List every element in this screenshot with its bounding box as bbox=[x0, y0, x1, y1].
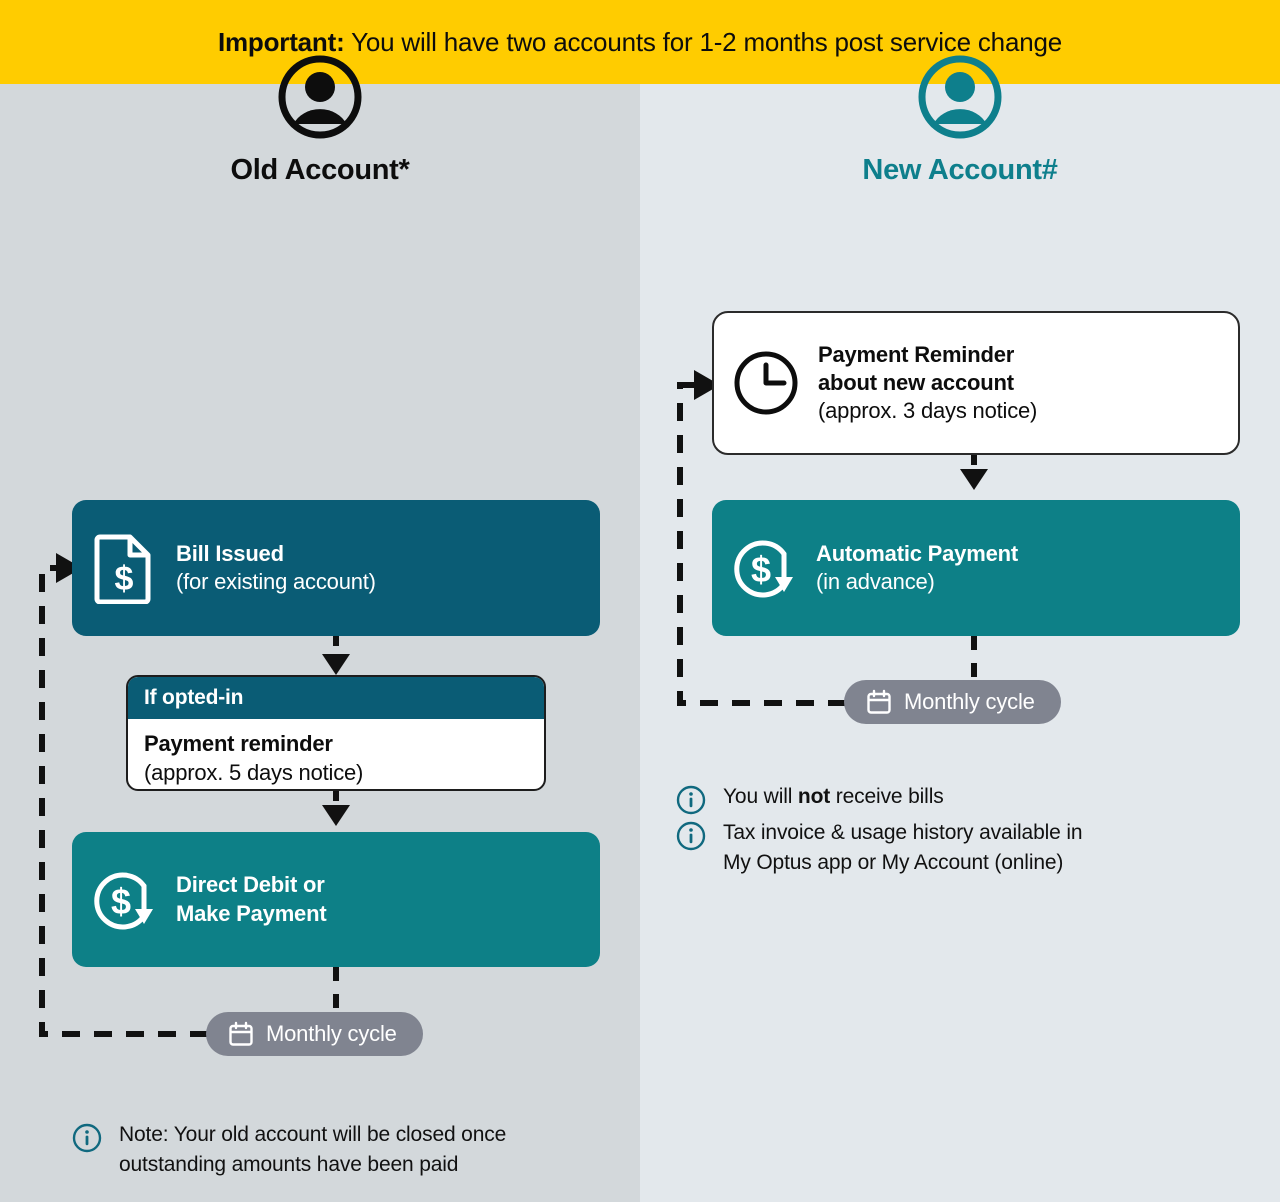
user-avatar-icon bbox=[917, 54, 1003, 140]
document-dollar-icon bbox=[94, 532, 154, 604]
direct-debit-text bbox=[176, 871, 600, 927]
card-bill-issued[interactable] bbox=[72, 500, 600, 636]
direct-debit-line1: Direct Debit or bbox=[176, 872, 325, 898]
old-note-line2: outstanding amounts have been paid bbox=[119, 1152, 459, 1176]
bill-issued-icon-slot bbox=[72, 532, 176, 604]
new-account-header bbox=[640, 54, 1280, 187]
banner-text bbox=[218, 27, 1062, 58]
direct-debit-icon-slot bbox=[72, 864, 176, 936]
calendar-icon bbox=[866, 689, 892, 715]
payment-reminder-text bbox=[818, 341, 1238, 425]
old-account-note-text bbox=[119, 1120, 506, 1180]
info-icon bbox=[72, 1123, 102, 1158]
old-account-title: Old Account* bbox=[230, 154, 410, 186]
new-account-note-2-text bbox=[723, 818, 1082, 878]
clock-icon bbox=[732, 349, 800, 417]
new-note-2-line1: Tax invoice & usage history available in bbox=[723, 821, 1083, 844]
banner-body: You will have two accounts for 1-2 months post service change bbox=[344, 26, 1062, 57]
left-monthly-cycle-label: Monthly cycle bbox=[266, 1021, 397, 1046]
new-account-note-1 bbox=[676, 782, 1196, 820]
payment-reminder-line2: about new account bbox=[818, 369, 1014, 395]
new-note-1-post: receive bills bbox=[830, 785, 944, 808]
bill-issued-subtitle: (for existing account) bbox=[176, 569, 376, 594]
automatic-payment-text bbox=[816, 540, 1240, 596]
payment-refresh-dollar-icon bbox=[728, 532, 800, 604]
new-account-panel bbox=[640, 84, 1280, 1202]
new-note-1-bold: not bbox=[797, 785, 831, 808]
right-monthly-cycle-pill[interactable] bbox=[844, 680, 1061, 724]
payment-refresh-dollar-icon bbox=[88, 864, 160, 936]
calendar-icon bbox=[228, 1021, 254, 1047]
automatic-payment-line1: Automatic Payment bbox=[816, 540, 1018, 566]
info-icon bbox=[676, 821, 706, 856]
old-account-header bbox=[0, 54, 640, 187]
payment-reminder-subtitle: (approx. 5 days notice) bbox=[144, 759, 364, 785]
new-note-1-pre: You will bbox=[723, 785, 798, 808]
card-automatic-payment[interactable] bbox=[712, 500, 1240, 636]
left-monthly-cycle-pill[interactable] bbox=[206, 1012, 423, 1056]
banner-lead: Important: bbox=[217, 26, 345, 57]
right-monthly-cycle-label: Monthly cycle bbox=[904, 689, 1035, 714]
new-account-note-1-text bbox=[723, 782, 944, 812]
svg-text:$: $ bbox=[750, 549, 772, 590]
if-opted-in-body bbox=[128, 719, 544, 791]
new-account-avatar-wrap bbox=[640, 54, 1280, 140]
payment-reminder-title: Payment reminder bbox=[144, 731, 333, 756]
info-icon bbox=[676, 785, 706, 820]
if-opted-in-header: If opted-in bbox=[128, 677, 544, 719]
card-if-opted-in[interactable] bbox=[126, 675, 546, 791]
bill-issued-title: Bill Issued bbox=[176, 540, 284, 566]
svg-text:$: $ bbox=[114, 560, 134, 598]
bill-issued-text bbox=[176, 540, 600, 596]
direct-debit-line2: Make Payment bbox=[176, 900, 327, 926]
new-account-title: New Account# bbox=[862, 154, 1058, 186]
new-account-note-2 bbox=[676, 818, 1196, 878]
old-account-avatar-wrap bbox=[0, 54, 640, 140]
automatic-payment-icon-slot bbox=[712, 532, 816, 604]
old-note-line1: Note: Your old account will be closed once bbox=[119, 1123, 507, 1146]
old-account-note bbox=[72, 1120, 602, 1180]
payment-reminder-line3: (approx. 3 days notice) bbox=[818, 398, 1038, 424]
new-note-2-line2: My Optus app or My Account (online) bbox=[723, 850, 1064, 874]
user-avatar-icon bbox=[277, 54, 363, 140]
card-payment-reminder[interactable] bbox=[712, 311, 1240, 455]
payment-reminder-line1: Payment Reminder bbox=[818, 341, 1015, 367]
automatic-payment-line2: (in advance) bbox=[816, 569, 935, 594]
card-direct-debit[interactable] bbox=[72, 832, 600, 967]
svg-text:$: $ bbox=[110, 880, 132, 922]
payment-reminder-icon-slot bbox=[714, 349, 818, 417]
